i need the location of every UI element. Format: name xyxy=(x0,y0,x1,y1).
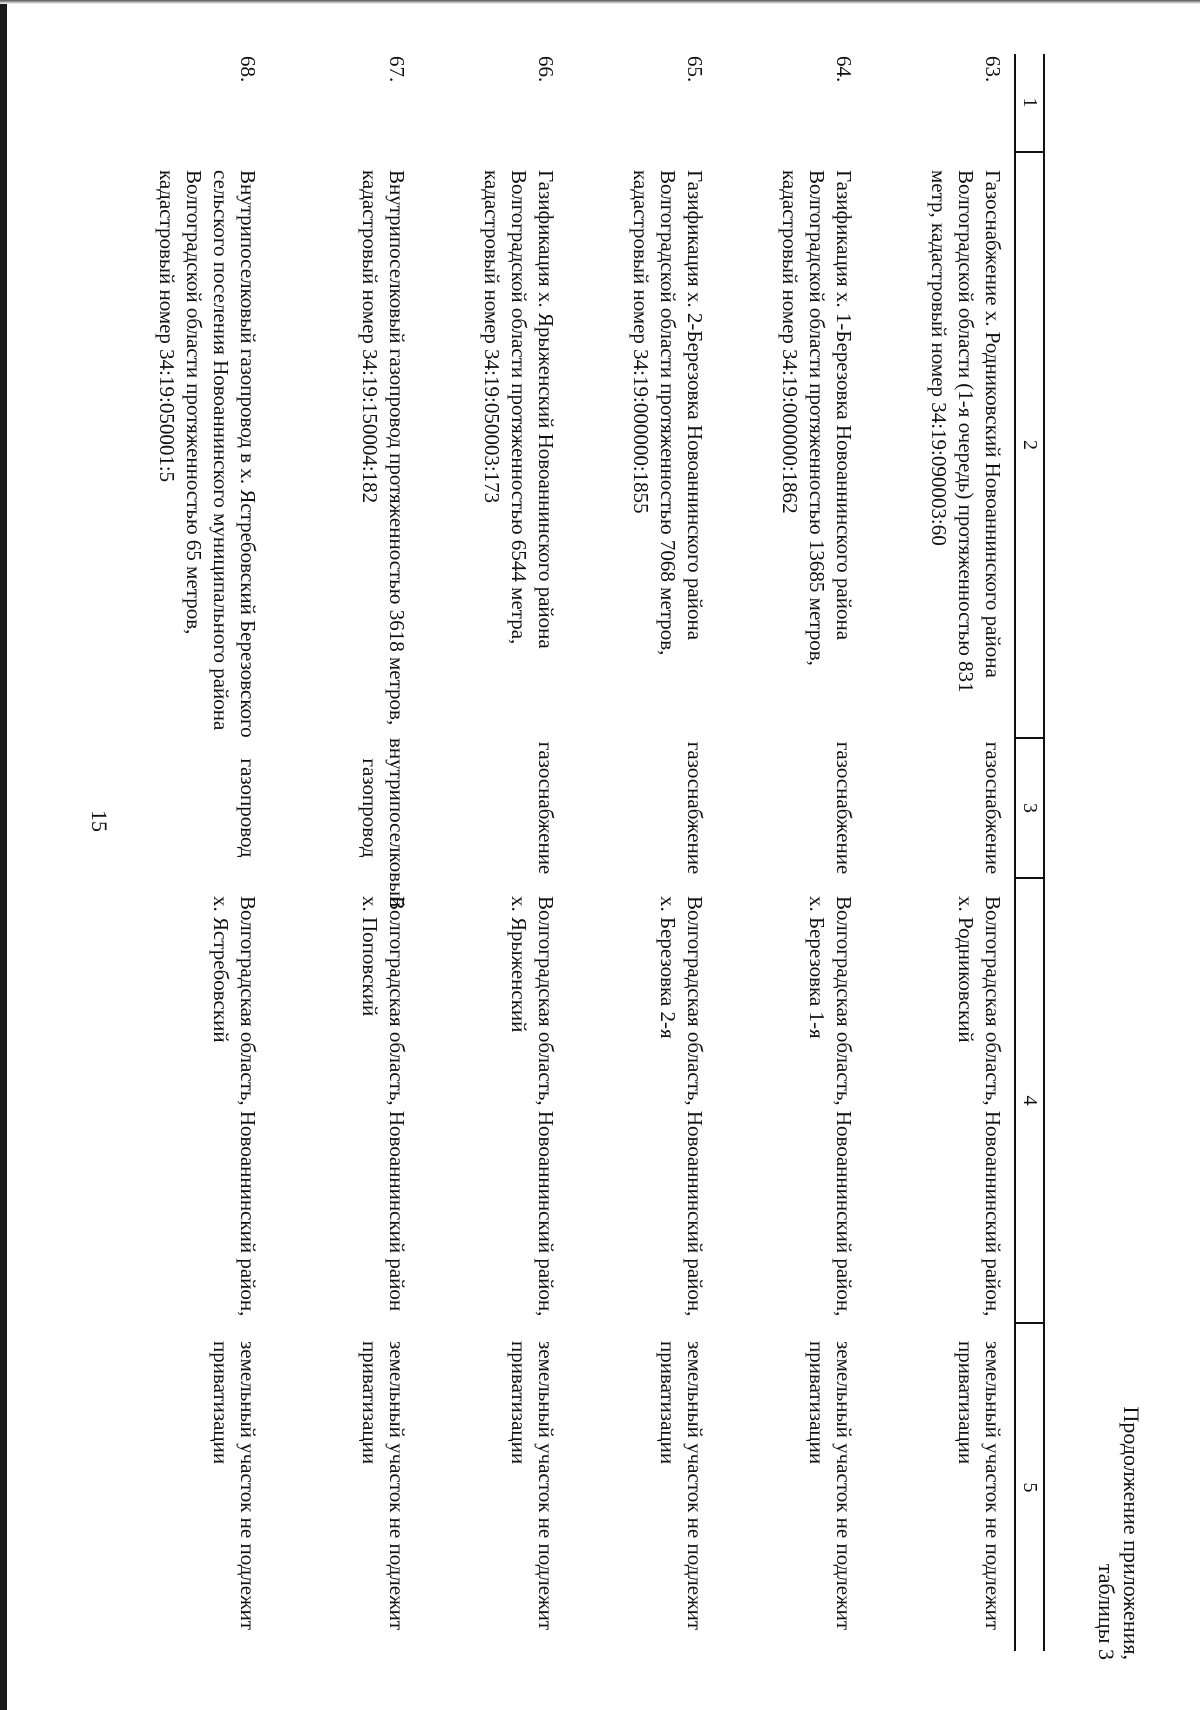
row-number: 68. xyxy=(236,56,260,83)
object-note: земельный участок не подлежит приватизации xyxy=(805,1341,856,1631)
row-number: 67. xyxy=(385,56,409,83)
row-number: 64. xyxy=(832,56,856,83)
object-purpose: газоснабжение xyxy=(683,741,707,875)
appendix-table xyxy=(118,54,1045,1651)
table-row xyxy=(267,54,416,1651)
object-address: Волгоградская область, Новоаннинский район, х. Березовка 2-я xyxy=(656,896,707,1317)
object-purpose: газоснабжение xyxy=(534,741,558,875)
page-number: 15 xyxy=(87,810,112,832)
object-name: Газификация х. Ярыженский Новоаннинского района Волгоградской области протяженностью 6544 метра, кадастровый номер 34:19:050003:173 xyxy=(480,170,558,649)
object-purpose: газоснабжение xyxy=(832,741,856,875)
table-row xyxy=(416,54,565,1651)
object-name: Газоснабжение х. Родниковский Новоаннинского района Волгоградской области (1-я очередь) протяженностью 831 метр, кадастровый номер 34:19:090003:60 xyxy=(927,170,1005,693)
column-header-1: 1 xyxy=(1015,54,1044,152)
object-note: земельный участок не подлежит приватизации xyxy=(954,1341,1005,1631)
object-purpose: внутрипоселковый газопровод xyxy=(358,738,409,908)
row-number: 66. xyxy=(534,56,558,83)
object-note: земельный участок не подлежит приватизации xyxy=(507,1341,558,1631)
table-row xyxy=(118,54,267,1651)
object-name: Внутрипоселковый газопровод в х. Ястребовский Березовского сельского поселения Новоаннинского муниципального района Волгоградской области протяженностью 65 метров, кадастровый номер 34:19:050001:5 xyxy=(155,170,260,738)
object-name: Внутрипоселковый газопровод протяженностью 3618 метров, кадастровый номер 34:19:150004:182 xyxy=(358,170,409,726)
object-note: земельный участок не подлежит приватизации xyxy=(656,1341,707,1631)
column-header-5: 5 xyxy=(1015,1323,1044,1651)
object-address: Волгоградская область, Новоаннинский район х. Поповский xyxy=(358,896,409,1312)
table-row xyxy=(714,54,863,1651)
object-address: Волгоградская область, Новоаннинский район, х. Ястребовский xyxy=(209,896,260,1317)
table-header-row xyxy=(1015,54,1044,1651)
column-header-2: 2 xyxy=(1015,152,1044,738)
table-row xyxy=(565,54,714,1651)
row-number: 63. xyxy=(981,56,1005,83)
object-address: Волгоградская область, Новоаннинский район, х. Березовка 1-я xyxy=(805,896,856,1317)
object-address: Волгоградская область, Новоаннинский район, х. Родниковский xyxy=(954,896,1005,1317)
column-header-4: 4 xyxy=(1015,878,1044,1323)
object-name: Газификация х. 1-Березовка Новоаннинского района Волгоградской области протяженностью 13685 метров, кадастровый номер 34:19:000000:1862 xyxy=(778,170,856,666)
object-note: земельный участок не подлежит приватизации xyxy=(358,1341,409,1631)
column-header-3: 3 xyxy=(1015,738,1044,878)
object-purpose: газопровод xyxy=(236,758,260,858)
row-number: 65. xyxy=(683,56,707,83)
object-purpose: газоснабжение xyxy=(981,741,1005,875)
object-note: земельный участок не подлежит приватизации xyxy=(209,1341,260,1631)
continuation-header xyxy=(1094,1407,1144,1660)
object-name: Газификация х. 2-Березовка Новоаннинского района Волгоградской области протяженностью 7068 метров, кадастровый номер 34:19:000000:1855 xyxy=(629,170,707,656)
continuation-header-line-2: таблицы 3 xyxy=(1094,1563,1119,1660)
continuation-header-line-1: Продолжение приложения, xyxy=(1119,1406,1144,1660)
table-row xyxy=(863,54,1015,1651)
object-address: Волгоградская область, Новоаннинский район, х. Ярыженский xyxy=(507,896,558,1317)
